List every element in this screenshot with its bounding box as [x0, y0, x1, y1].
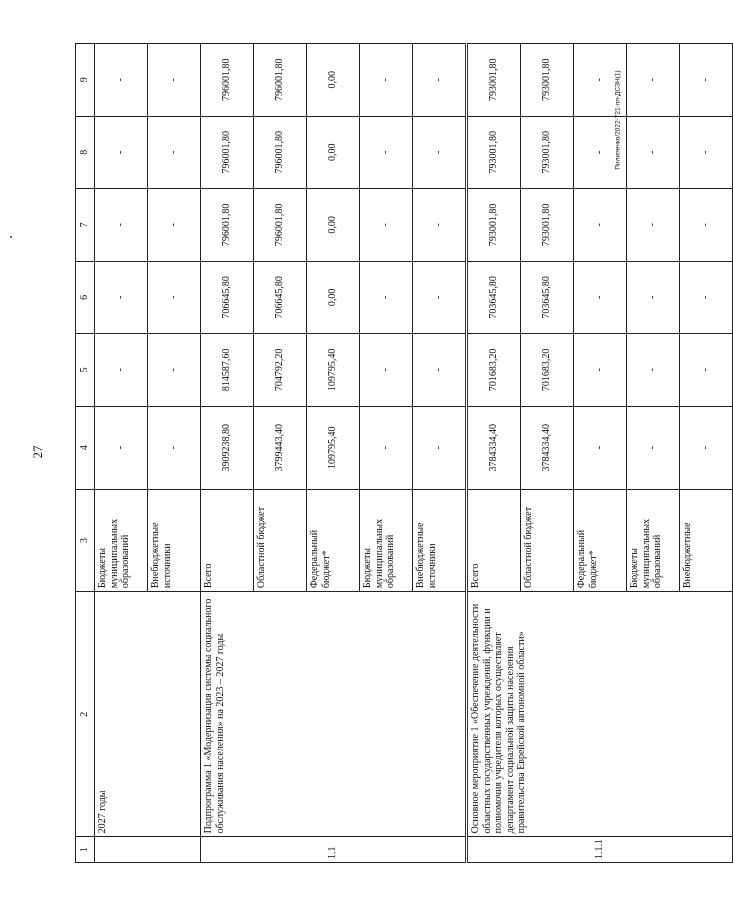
value-cell: -: [573, 188, 626, 261]
value-cell: -: [412, 43, 466, 116]
value-cell: -: [626, 43, 679, 116]
scan-speck: [10, 236, 12, 238]
value-cell: -: [94, 261, 147, 334]
value-cell: -: [573, 43, 626, 116]
funding-source: Областной бюджет: [253, 489, 306, 591]
value-cell: -: [573, 333, 626, 406]
table-row: [94, 43, 147, 862]
value-cell: -: [679, 116, 732, 189]
row-index: [94, 836, 200, 862]
value-cell: -: [626, 188, 679, 261]
value-cell: 0,00: [306, 188, 359, 261]
row-index: 1.1: [200, 836, 466, 862]
value-cell: 793001,80: [520, 188, 573, 261]
value-cell: -: [573, 261, 626, 334]
table-row: [200, 43, 253, 862]
funding-source: Внебюджетные источники: [412, 489, 466, 591]
header-cell: 3: [75, 489, 94, 591]
value-cell: -: [626, 406, 679, 489]
value-cell: -: [147, 43, 200, 116]
value-cell: 796001,80: [200, 188, 253, 261]
table-row: [466, 43, 520, 862]
value-cell: 793001,80: [466, 188, 520, 261]
budget-table: [75, 43, 733, 863]
value-cell: 109795,40: [306, 406, 359, 489]
value-cell: 109795,40: [306, 333, 359, 406]
value-cell: -: [626, 116, 679, 189]
header-row: [75, 43, 94, 862]
value-cell: -: [147, 188, 200, 261]
header-cell: 5: [75, 333, 94, 406]
value-cell: 796001,80: [253, 116, 306, 189]
value-cell: 793001,80: [466, 116, 520, 189]
value-cell: -: [147, 333, 200, 406]
value-cell: -: [679, 406, 732, 489]
value-cell: -: [626, 333, 679, 406]
value-cell: -: [359, 43, 412, 116]
value-cell: -: [679, 188, 732, 261]
value-cell: 796001,80: [200, 43, 253, 116]
funding-source: Всего: [466, 489, 520, 591]
value-cell: -: [147, 116, 200, 189]
row-description: Основное мероприятие 1 «Обеспечение деятельности областных государственных учреждений, функции и полномочия учредителя которых осуществляет департамент социальной защиты населения правительства Еврейской автономной области»: [466, 591, 732, 836]
value-cell: -: [94, 116, 147, 189]
row-index: 1.1.1: [466, 836, 732, 862]
value-cell: -: [359, 116, 412, 189]
value-cell: -: [573, 406, 626, 489]
value-cell: 796001,80: [200, 116, 253, 189]
funding-source: Бюджеты муниципальных образований: [94, 489, 147, 591]
value-cell: -: [412, 116, 466, 189]
header-cell: 7: [75, 188, 94, 261]
row-description: Подпрограмма 1 «Модернизация системы социального обслуживания населения» на 2023 – 2027 годы: [200, 591, 466, 836]
header-cell: 9: [75, 43, 94, 116]
row-description: 2027 годы: [94, 591, 200, 836]
funding-source: Бюджеты муниципальных образований: [359, 489, 412, 591]
value-cell: 0,00: [306, 261, 359, 334]
value-cell: -: [147, 406, 200, 489]
value-cell: 814587,60: [200, 333, 253, 406]
value-cell: 703645,80: [520, 261, 573, 334]
header-cell: 6: [75, 261, 94, 334]
funding-source: Областной бюджет: [520, 489, 573, 591]
value-cell: -: [147, 261, 200, 334]
value-cell: 701683,20: [466, 333, 520, 406]
value-cell: -: [359, 261, 412, 334]
value-cell: 3799443,40: [253, 406, 306, 489]
value-cell: -: [94, 333, 147, 406]
funding-source: Внебюджетные: [679, 489, 732, 591]
funding-source: Федеральный бюджет*: [306, 489, 359, 591]
value-cell: 706645,80: [253, 261, 306, 334]
value-cell: -: [412, 406, 466, 489]
header-cell: 8: [75, 116, 94, 189]
header-cell: 1: [75, 836, 94, 862]
funding-source: Всего: [200, 489, 253, 591]
header-cell: 4: [75, 406, 94, 489]
value-cell: 704792,20: [253, 333, 306, 406]
value-cell: -: [412, 261, 466, 334]
value-cell: -: [412, 188, 466, 261]
value-cell: -: [679, 333, 732, 406]
value-cell: 701683,20: [520, 333, 573, 406]
value-cell: 3784334,40: [520, 406, 573, 489]
page-number: 27: [30, 445, 45, 459]
value-cell: 796001,80: [253, 43, 306, 116]
value-cell: 3909238,80: [200, 406, 253, 489]
value-cell: -: [626, 261, 679, 334]
value-cell: -: [679, 261, 732, 334]
value-cell: 703645,80: [466, 261, 520, 334]
value-cell: -: [359, 188, 412, 261]
funding-source: Бюджеты муниципальных образований: [626, 489, 679, 591]
value-cell: 706645,80: [200, 261, 253, 334]
value-cell: 793001,80: [520, 116, 573, 189]
value-cell: -: [94, 188, 147, 261]
value-cell: 793001,80: [466, 43, 520, 116]
value-cell: -: [359, 333, 412, 406]
value-cell: -: [94, 43, 147, 116]
value-cell: -: [412, 333, 466, 406]
value-cell: 793001,80: [520, 43, 573, 116]
value-cell: 3784334,40: [466, 406, 520, 489]
value-cell: -: [573, 116, 626, 189]
document-code: Пилипенко/2022-721-пп-ДСЗН(1): [614, 70, 622, 170]
funding-source: Внебюджетные источники: [147, 489, 200, 591]
funding-source: Федеральный бюджет*: [573, 489, 626, 591]
value-cell: -: [94, 406, 147, 489]
value-cell: -: [679, 43, 732, 116]
header-cell: 2: [75, 591, 94, 836]
value-cell: 796001,80: [253, 188, 306, 261]
value-cell: 0,00: [306, 116, 359, 189]
value-cell: -: [359, 406, 412, 489]
value-cell: 0,00: [306, 43, 359, 116]
